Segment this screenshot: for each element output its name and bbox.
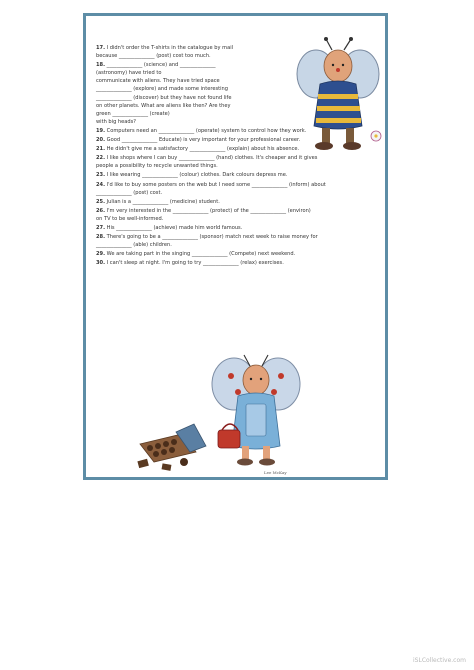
item-text: I like shops where I can buy ______________ (hand) clothes. It's cheaper and it gives <box>106 155 318 162</box>
item-text: ______________ (explore) and made some interesting <box>96 86 228 93</box>
item-text: ______________ (post) cost. <box>96 189 163 196</box>
item-number: 29. <box>96 251 106 258</box>
item-number: 22. <box>96 155 106 162</box>
item-number: 19. <box>96 127 106 134</box>
item-number: 23. <box>96 172 106 179</box>
exercise-item <box>96 171 388 179</box>
item-text: (astronomy) have tried to <box>96 70 162 77</box>
item-number: 17. <box>96 45 106 51</box>
item-text: His ______________ (achieve) made him world famous. <box>106 224 243 231</box>
item-text: ______________ (science) and ______________ <box>106 62 216 69</box>
item-number: 21. <box>96 146 106 153</box>
item-number: 18. <box>96 62 106 69</box>
worksheet-page <box>83 13 388 480</box>
item-text: with big heads? <box>96 118 137 125</box>
item-text: ______________ (discover) but they have not found life <box>96 94 232 101</box>
item-text: on TV to be well-informed. <box>96 215 164 222</box>
exercise-item <box>96 259 388 267</box>
item-text: I like wearing ______________ (colour) clothes. Dark colours depress me. <box>106 172 288 179</box>
item-text: I'd like to buy some posters on the web but I need some ______________ (inform) about <box>106 181 326 188</box>
exercise-item <box>96 250 388 258</box>
item-text: There's going to be a ______________ (sponsor) match next week to raise money for <box>106 234 318 241</box>
item-number: 27. <box>96 224 106 231</box>
item-text: Julian is a ______________ (medicine) student. <box>106 198 220 205</box>
exercise-item <box>96 198 388 206</box>
artist-signature: Lee McKay <box>264 470 287 475</box>
item-number: 26. <box>96 207 106 214</box>
item-text: ______________ (able) children. <box>96 242 172 249</box>
item-text: Good ______________ Educate) is very important for your professional career. <box>106 137 301 144</box>
dressed-up-figure-illustration <box>136 354 316 479</box>
item-text: people a possibility to recycle unwanted things. <box>96 163 218 170</box>
item-number: 24. <box>96 181 106 188</box>
site-watermark: iSLCollective.com <box>413 657 466 664</box>
item-number: 20. <box>96 137 106 144</box>
item-text: communicate with aliens. They have tried space <box>96 78 220 85</box>
item-text: I didn't order the T-shirts in the catalogue by mail <box>106 45 234 51</box>
exercise-item <box>96 224 388 232</box>
item-text: We are taking part in the singing ______________ (Compete) next weekend. <box>106 251 296 258</box>
item-text: I can't sleep at night. I'm going to try ______________ (relax) exercises. <box>106 260 284 267</box>
exercise-item <box>96 233 388 249</box>
item-text: on other planets. What are aliens like then? Are they <box>96 102 231 109</box>
bee-illustration <box>296 36 386 154</box>
exercise-item <box>96 181 388 197</box>
item-text: Computers need an ______________ (operate) system to control how they work. <box>106 127 307 134</box>
item-text: He didn't give me a satisfactory ______________ (explain) about his absence. <box>106 146 300 153</box>
item-text: green ______________ (create) <box>96 110 170 117</box>
exercise-item <box>96 154 388 170</box>
item-text: I'm very interested in the ______________ (protect) of the ______________ (environ) <box>106 207 311 214</box>
exercise-item <box>96 207 388 223</box>
item-number: 30. <box>96 260 106 267</box>
item-number: 28. <box>96 234 106 241</box>
item-number: 25. <box>96 198 106 205</box>
item-text: because ______________ (post) cost too much. <box>96 53 211 60</box>
